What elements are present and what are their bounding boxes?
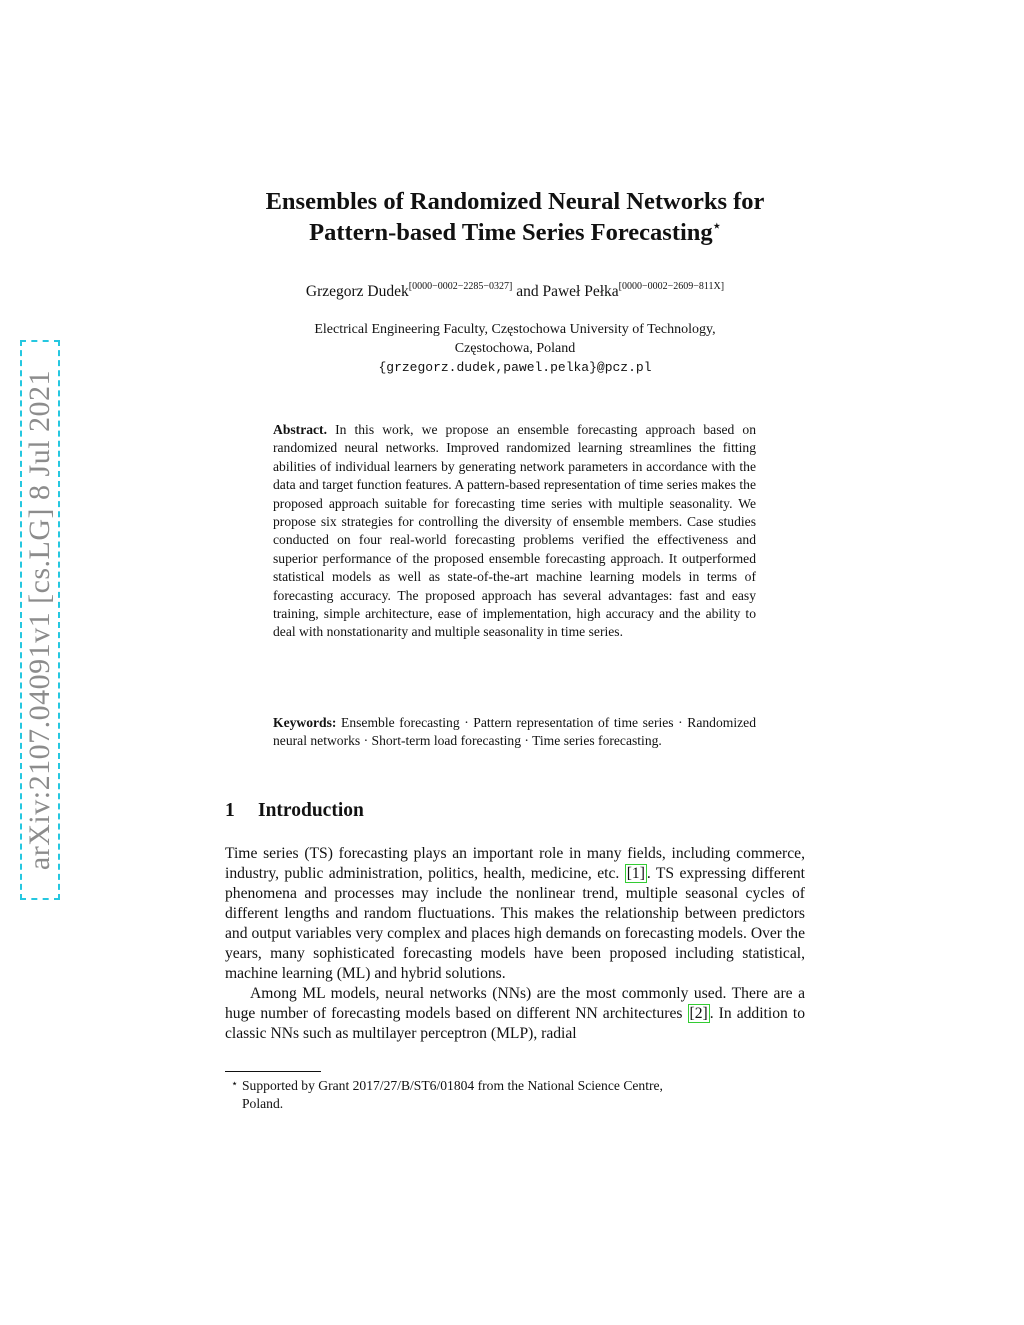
- paragraph-2: [225, 984, 805, 1044]
- section-title: Introduction: [258, 800, 364, 821]
- footnote-line-2: Poland.: [242, 1096, 284, 1112]
- footnote-text-1: Supported by Grant 2017/27/B/ST6/01804 from the National Science Centre,: [242, 1078, 663, 1093]
- footnote-divider: [225, 1071, 321, 1072]
- arxiv-stamp: [20, 340, 60, 900]
- author-1-name: Grzegorz Dudek: [305, 283, 409, 300]
- footnote: [225, 1077, 805, 1114]
- title-footnote-mark: ⋆: [712, 218, 721, 233]
- paper-title: [225, 186, 805, 248]
- title-line-2-text: Pattern-based Time Series Forecasting: [309, 219, 713, 246]
- section-number: 1: [225, 800, 235, 821]
- authors: [225, 283, 805, 301]
- abstract-text: In this work, we propose an ensemble forecasting approach based on randomized neural networks. Improved randomized learning streamlines the fitting abilities of individual learners by generating network parameters in accordance with the data and target function features. A pattern-based representation of time series makes the proposed approach suitable for forecasting time series with multiple seasonality. We propose six strategies for controlling the diversity of ensemble members. Case studies conducted on four real-world forecasting problems verified the effectiveness and superior performance of the proposed ensemble forecasting approach. It outperformed statistical models as well as state-of-the-art machine learning models in terms of forecasting accuracy. The proposed approach has several advantages: fast and easy training, simple architecture, ease of implementation, high accuracy and the ability to deal with nonstationarity and multiple seasonality in time series.: [273, 422, 756, 640]
- paragraph-2-text-b: . In addition to classic NNs such as multilayer perceptron (MLP), radial: [225, 1005, 805, 1042]
- affiliation-line-1: Electrical Engineering Faculty, Częstochowa University of Technology,: [314, 322, 716, 337]
- footnote-line-1: ⋆ Supported by Grant 2017/27/B/ST6/01804 from the National Science Centre,: [231, 1078, 663, 1093]
- author-conjunction: and: [516, 283, 539, 300]
- author-2-name: Paweł Pełka: [542, 283, 619, 300]
- paragraph-1-text-b: . TS expressing different phenomena and processes may include the nonlinear trend, multiple seasonal cycles of different lengths and random fluctuations. This makes the relationship between predictors and output variables very complex and places high demands on forecasting models. Over the years, many sophisticated forecasting models have been proposed including statistical, machine learning (ML) and hybrid solutions.: [225, 865, 805, 982]
- abstract: [273, 421, 756, 642]
- abstract-label: Abstract.: [273, 422, 327, 437]
- section-heading: [225, 800, 364, 822]
- paragraph-1-text-a: Time series (TS) forecasting plays an important role in many fields, including commerce, industry, public administration, politics, health, medicine, etc.: [225, 845, 805, 882]
- paragraph-1: [225, 844, 805, 984]
- keywords-text: Ensemble forecasting · Pattern representation of time series · Randomized neural networks · Short-term load forecasting · Time series forecasting.: [273, 715, 756, 749]
- affiliation-line-2: Częstochowa, Poland: [454, 341, 576, 356]
- paragraph-2-text-a: Among ML models, neural networks (NNs) are the most commonly used. There are a huge number of forecasting models based on different NN architectures: [225, 985, 805, 1022]
- keywords-label: Keywords:: [273, 715, 337, 730]
- affiliation: [225, 320, 805, 377]
- arxiv-id-label: arXiv:2107.04091v1 [cs.LG] 8 Jul 2021: [23, 369, 56, 871]
- title-line-1: Ensembles of Randomized Neural Networks for: [265, 188, 765, 215]
- keywords: [273, 714, 756, 751]
- author-emails[interactable]: {grzegorz.dudek,pawel.pelka}@pcz.pl: [378, 360, 652, 375]
- title-line-2: [225, 217, 805, 248]
- author-1-orcid: [0000−0002−2285−0327]: [408, 281, 513, 292]
- introduction-body: [225, 844, 805, 1044]
- citation-link-2[interactable]: [2]: [689, 1005, 708, 1022]
- citation-link-1[interactable]: [1]: [626, 865, 645, 882]
- author-2-orcid: [0000−0002−2609−811X]: [618, 281, 725, 292]
